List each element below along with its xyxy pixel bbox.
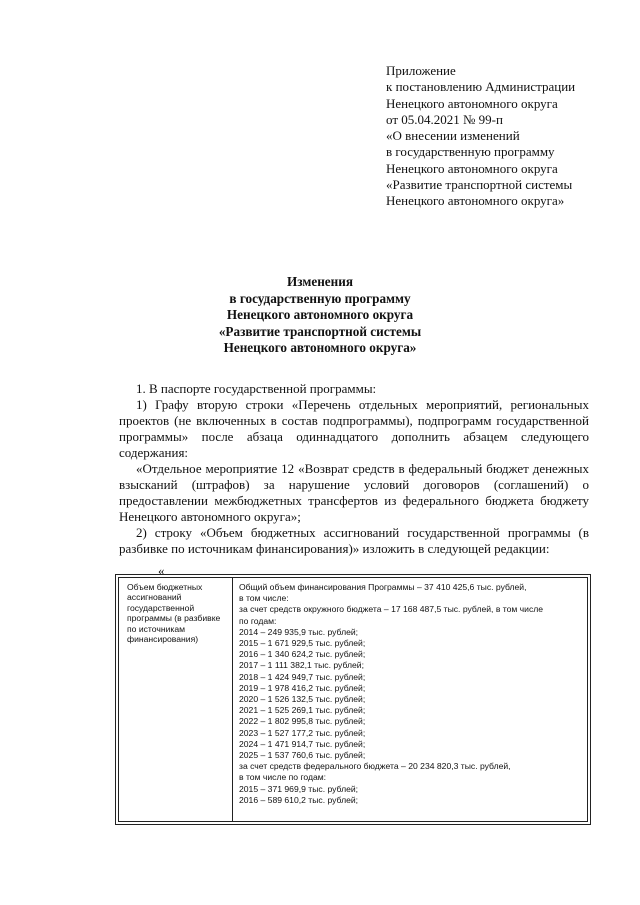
table-inner-border: [118, 577, 588, 822]
funding-line: Общий объем финансирования Программы – 37 410 425,6 тыс. рублей,: [239, 582, 527, 592]
title-line: в государственную программу: [229, 290, 411, 306]
appendix-line: Приложение: [386, 63, 456, 78]
appendix-line: Ненецкого автономного округа»: [386, 193, 565, 209]
funding-line: 2018 – 1 424 949,7 тыс. рублей;: [239, 671, 366, 682]
quote-open: «: [158, 563, 165, 578]
funding-line: 2015 – 1 671 929,5 тыс. рублей;: [239, 638, 366, 649]
title-line: Изменения: [287, 274, 353, 289]
funding-line: в том числе:: [239, 593, 289, 604]
appendix-line: Ненецкого автономного округа: [386, 95, 558, 111]
document-title: [0, 274, 640, 357]
funding-line: 2016 – 1 340 624,2 тыс. рублей;: [239, 649, 366, 660]
funding-line: 2021 – 1 525 269,1 тыс. рублей;: [239, 705, 366, 716]
appendix-line: «О внесении изменений: [386, 128, 520, 144]
table-column-divider: [232, 578, 233, 821]
title-line: Ненецкого автономного округа: [226, 307, 414, 322]
appendix-line: к постановлению Администрации: [386, 79, 576, 95]
appendix-line: в государственную программу: [386, 144, 555, 160]
table-right-cell: [239, 582, 589, 806]
funding-line: 2023 – 1 527 177,2 тыс. рублей;: [239, 727, 366, 738]
appendix-line: «Развитие транспортной системы: [386, 177, 573, 193]
budget-table: [115, 574, 591, 825]
appendix-block: [386, 63, 636, 210]
appendix-line: от 05.04.2021 № 99-п: [386, 111, 503, 127]
funding-line: 2014 – 249 935,9 тыс. рублей;: [239, 626, 359, 637]
funding-line: за счет средств федерального бюджета – 20 234 820,3 тыс. рублей,: [239, 761, 511, 772]
paragraph-2: 1) Графу вторую строки «Перечень отдельных мероприятий, региональных проектов (не включенных в состав подпрограммы), подпрограмм государственной программы» после абзаца одиннадцатого дополнить абзацем следующего содержания:: [119, 397, 589, 460]
paragraph-3: «Отдельное мероприятие 12 «Возврат средств в федеральный бюджет денежных взысканий (штрафов) за нарушение условий договоров (соглашений) о предоставлении межбюджетных трансфертов из федерального бюджета бюджету Ненецкого автономного округа»;: [119, 461, 589, 524]
funding-line: 2020 – 1 526 132,5 тыс. рублей;: [239, 694, 366, 705]
funding-line: 2022 – 1 802 995,8 тыс. рублей;: [239, 716, 366, 727]
paragraph-1: 1. В паспорте государственной программы:: [136, 381, 377, 396]
paragraph-4: 2) строку «Объем бюджетных ассигнований государственной программы (в разбивке по источникам финансирования)» изложить в следующей редакции:: [119, 525, 589, 556]
funding-line: 2016 – 589 610,2 тыс. рублей;: [239, 794, 359, 805]
funding-line: за счет средств окружного бюджета – 17 168 487,5 тыс. рублей, в том числе: [239, 604, 544, 615]
table-left-cell: Объем бюджетных ассигнований государственной программы (в разбивке по источникам финансирования): [127, 582, 221, 645]
funding-line: в том числе по годам:: [239, 772, 327, 783]
funding-line: 2019 – 1 978 416,2 тыс. рублей;: [239, 682, 366, 693]
funding-line: 2017 – 1 111 382,1 тыс. рублей;: [239, 660, 364, 671]
funding-line: 2024 – 1 471 914,7 тыс. рублей;: [239, 738, 366, 749]
funding-line: 2025 – 1 537 760,6 тыс. рублей;: [239, 750, 366, 761]
title-line: Ненецкого автономного округа»: [223, 340, 417, 355]
title-line: «Развитие транспортной системы: [218, 323, 422, 339]
appendix-line: Ненецкого автономного округа: [386, 160, 558, 176]
funding-line: по годам:: [239, 615, 277, 626]
funding-line: 2015 – 371 969,9 тыс. рублей;: [239, 783, 359, 794]
